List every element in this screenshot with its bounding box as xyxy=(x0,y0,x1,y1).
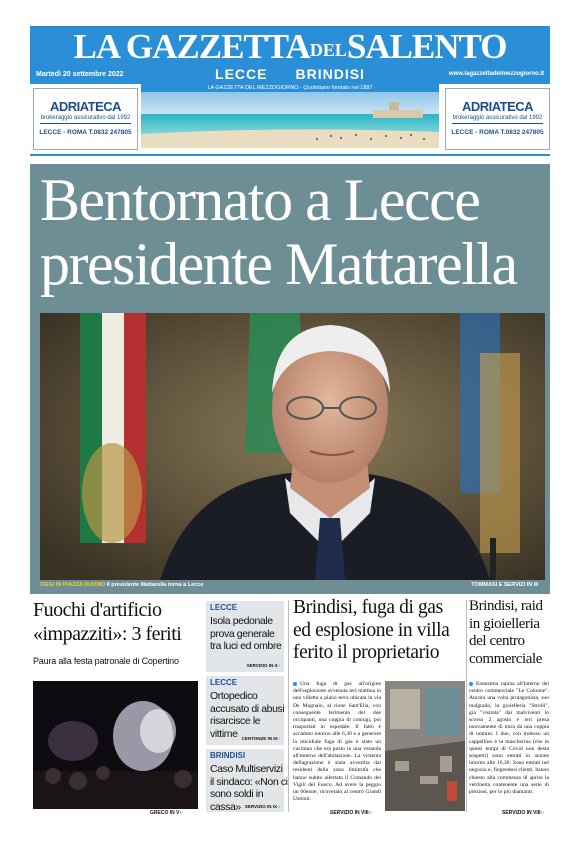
arrow-icon: ›› xyxy=(277,736,280,741)
bullet-icon xyxy=(469,682,473,686)
credit-text: TOMMASI E SERVIZI IN III xyxy=(471,582,539,588)
mezzogiorno-strip: LA GAZZETTA DEL MEZZOGIORNO · Quotidiano fondato nel 1887 xyxy=(141,84,439,92)
raid-headline[interactable]: Brindisi, raid in gioielleria del centro commerciale xyxy=(469,598,543,667)
explosion-photo xyxy=(385,681,465,811)
photo-caption xyxy=(40,582,203,588)
fuochi-subhead: Paura alla festa patronale di Copertino xyxy=(33,656,179,666)
ad-phone: LECCE - ROMA T.0832 247805 xyxy=(451,129,544,136)
brief-headline: Caso Multiservizi il sindaco: «Non ci sono soldi in cassa» xyxy=(210,763,288,813)
caption-text: Il presidente Mattarella torna a Lecce xyxy=(106,582,204,588)
fuochi-headline[interactable]: Fuochi d'artificio «impazziti»: 3 feriti xyxy=(33,599,182,645)
ad-brand: ADRIATECA xyxy=(49,99,122,114)
city-lecce: LECCE xyxy=(215,66,268,82)
arrow-icon: ›› xyxy=(538,582,542,588)
newspaper-logo[interactable] xyxy=(30,28,550,69)
logo-part2: SALENTO xyxy=(346,27,507,66)
ad-brand: ADRIATECA xyxy=(461,99,534,114)
arrow-icon: ›› xyxy=(368,810,372,816)
brief-ref-text: CENTONZE IN III xyxy=(241,736,277,741)
brief-card[interactable] xyxy=(206,601,284,672)
lead-story[interactable] xyxy=(30,164,550,594)
lead-headline-line1: Bentornato a Lecce xyxy=(40,167,480,233)
brief-reference xyxy=(242,736,280,741)
brief-tag: LECCE xyxy=(210,678,238,687)
arrow-icon: ›› xyxy=(277,663,280,668)
brindisi-gas-body xyxy=(293,681,381,803)
ad-divider xyxy=(40,123,131,124)
brief-headline: Ortopedico accusato di abusi risarcisce le vittime xyxy=(210,690,285,740)
president-photo xyxy=(40,313,545,580)
arrow-icon: ›› xyxy=(540,810,544,816)
lead-headline xyxy=(40,168,545,296)
website-link[interactable]: www.lagazzettadelmezzogiorno.it xyxy=(448,71,544,77)
brindisi-gas-text: Una fuga di gas all'origine dell'esplosione avvenuta ieri mattina in una villetta a piano terra ubicata in via De Mugnaio, al rione Sant'Elia, con conseguente ferimento del due occupanti, una coppia di coniugi, poi trasportati in ospedale. Il fatto è accaduto intorno alle 6,30 e a generare la micidiale fuga di gas è stato un cucinino che era posto in una veranda all'esterno dell'abitazione. La violenta deflagrazione è stata avvertita dai residenti della zona limitrofa che hanno subito allertato il Comando dei Vigili del Fuoco. Ad avere la peggio un 66enne, ricoverato al centro Grandi Ustioni. xyxy=(293,681,381,803)
photo-credit xyxy=(471,582,542,588)
raid-ref-text: SERVIZIO IN VIII xyxy=(502,810,541,816)
masthead xyxy=(30,26,550,84)
fuochi-ref-text: GRECO IN V xyxy=(150,810,180,816)
column-divider xyxy=(288,600,289,812)
advertisement-right[interactable] xyxy=(445,88,550,150)
ad-subtitle: brokeraggio assicurativo dal 1992 xyxy=(40,115,131,121)
caption-highlight: OGGI IN PIAZZA DUOMO xyxy=(40,582,106,588)
arrow-icon: ›› xyxy=(179,810,183,816)
logo-part1: LA GAZZETTA xyxy=(73,27,310,66)
logo-small: DEL xyxy=(309,39,347,60)
ad-subtitle: brokeraggio assicurativo dal 1992 xyxy=(452,115,543,121)
city-brindisi: BRINDISI xyxy=(295,66,365,82)
fuochi-reference[interactable] xyxy=(150,810,183,816)
brindisi-gas-reference[interactable] xyxy=(330,810,372,816)
brief-reference xyxy=(247,663,280,668)
brief-ref-text: SERVIZIO IN II xyxy=(246,663,277,668)
arrow-icon: ›› xyxy=(277,804,280,809)
brindisi-gas-headline[interactable]: Brindisi, fuga di gas ed esplosione in villa ferito il proprietario xyxy=(293,597,450,663)
advertisement-left[interactable] xyxy=(33,88,138,150)
brief-reference xyxy=(245,804,280,809)
brief-card[interactable] xyxy=(206,749,288,813)
ad-divider xyxy=(452,123,543,124)
masthead-divider xyxy=(30,154,550,156)
raid-reference[interactable] xyxy=(502,810,544,816)
brief-headline: Isola pedonale prova generale tra luci ed ombre xyxy=(210,615,282,652)
brindisi-ref-text: SERVIZIO IN VIII xyxy=(330,810,369,816)
column-divider xyxy=(466,600,467,812)
brief-tag: LECCE xyxy=(210,603,238,612)
beach-photo xyxy=(141,92,439,148)
lead-headline-line2: presidente Mattarella xyxy=(40,231,517,297)
raid-text: Ennesima rapina all'interno del centro commerciale "Le Colonne". Ancora una volta protagonista, suo malgrado, la gioielleria "Stroili", già "visitata" dai malviventi lo scorso 2 agosto e ieri presa nuovamente di mira da una coppia di uomini. I due, con indosso un cappellino e la mascherina (che in questi tempi di Covid non desta sospetti) sono entrati in azione intorno alle 16,30. Sono entrati nel negozio e, fingendosi clienti, hanno chiesto alla commessa di aprire la vetrinetta contenente una serie di preziosi, per lo più diamanti. xyxy=(469,681,549,796)
brief-tag: BRINDISI xyxy=(210,751,246,760)
issue-date: Martedì 20 settembre 2022 xyxy=(36,71,124,78)
brief-ref-text: SERVIZIO IN IX xyxy=(244,804,277,809)
raid-body xyxy=(469,681,549,796)
ad-phone: LECCE - ROMA T.0832 247805 xyxy=(39,129,132,136)
bullet-icon xyxy=(293,682,297,686)
fireworks-photo xyxy=(33,681,198,809)
brief-card[interactable] xyxy=(206,676,284,745)
